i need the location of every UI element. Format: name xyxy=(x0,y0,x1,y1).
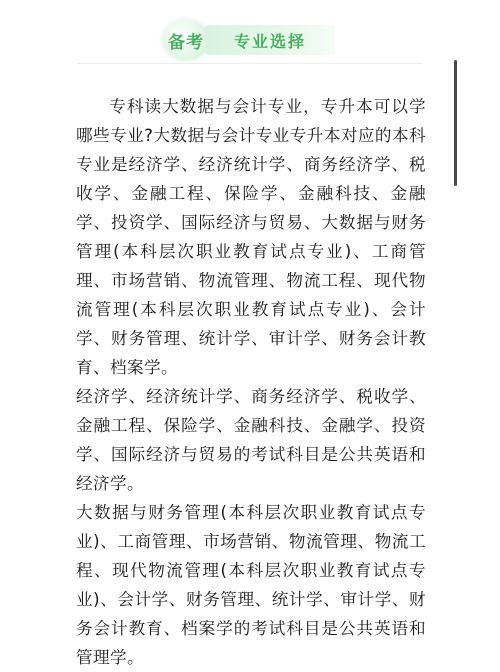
scrollbar[interactable] xyxy=(454,60,457,186)
header-divider xyxy=(77,63,422,64)
paragraph-management-exam: 大数据与财务管理(本科层次职业教育试点专业)、工商管理、市场营销、物流管理、物流工程、现代物流管理(本科层次职业教育试点专业)、会计学、财务管理、统计学、审计学、财务会计教育、档案学的考试科目是公共英语和管理学。 xyxy=(76,503,426,667)
article-body xyxy=(76,92,426,672)
section-header xyxy=(0,20,500,60)
badge-circle: 备考 xyxy=(163,20,209,60)
paragraph-intro: 专科读大数据与会计专业，专升本可以学哪些专业?大数据与会计专业专升本对应的本科专业是经济学、经济统计学、商务经济学、税收学、金融工程、保险学、金融科技、金融学、投资学、国际经济与贸易、大数据与财务管理(本科层次职业教育试点专业)、工商管理、市场营销、物流管理、物流工程、现代物流管理(本科层次职业教育试点专业)、会计学、财务管理、统计学、审计学、财务会计教育、档案学。 xyxy=(76,97,426,377)
paragraph-economics-exam: 经济学、经济统计学、商务经济学、税收学、金融工程、保险学、金融科技、金融学、投资学、国际经济与贸易的考试科目是公共英语和经济学。 xyxy=(76,387,426,493)
topic-title: 专业选择 xyxy=(205,25,335,55)
